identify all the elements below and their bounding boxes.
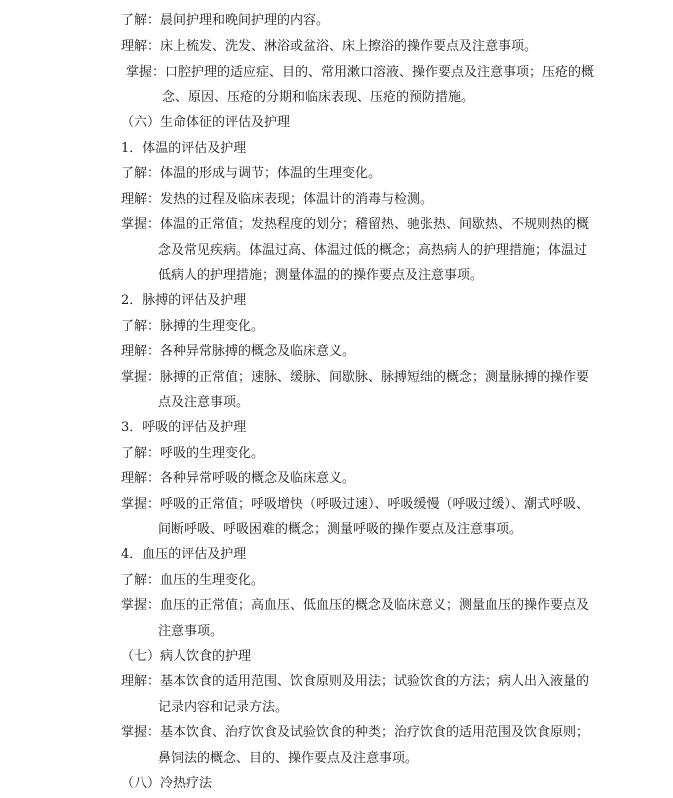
- subsection-heading: 3．呼吸的评估及护理: [121, 420, 247, 435]
- text-line: 理解：基本饮食的适用范围、饮食原则及用法；试验饮食的方法；病人出入液量的: [121, 674, 590, 689]
- text-line: 掌握：口腔护理的适应症、目的、常用漱口溶液、操作要点及注意事项；压疮的概: [126, 65, 595, 80]
- text-line: 念及常见疾病。体温过高、体温过低的概念；高热病人的护理措施；体温过: [158, 243, 588, 258]
- subsection-heading: 1．体温的评估及护理: [121, 141, 247, 156]
- text-line: 了解：血压的生理变化。: [121, 573, 265, 588]
- section-heading: （六）生命体征的评估及护理: [121, 115, 291, 130]
- subsection-heading: 4．血压的评估及护理: [121, 547, 247, 562]
- text-line: 点及注意事项。: [158, 395, 250, 410]
- text-line: 理解：各种异常脉搏的概念及临床意义。: [121, 344, 356, 359]
- text-line: 间断呼吸、呼吸困难的概念；测量呼吸的操作要点及注意事项。: [158, 522, 523, 537]
- text-line: 掌握：基本饮食、治疗饮食及试验饮食的种类；治疗饮食的适用范围及饮食原则；: [121, 725, 590, 740]
- subsection-heading: 2．脉搏的评估及护理: [121, 293, 247, 308]
- text-line: 念、原因、压疮的分期和临床表现、压疮的预防措施。: [162, 90, 475, 105]
- text-line: 了解：呼吸的生理变化。: [121, 446, 265, 461]
- text-line: 低病人的护理措施；测量体温的的操作要点及注意事项。: [158, 268, 484, 283]
- text-line: 掌握：脉搏的正常值；速脉、缓脉、间歇脉、脉搏短绌的概念；测量脉搏的操作要: [121, 370, 590, 385]
- text-line: 鼻饲法的概念、目的、操作要点及注意事项。: [158, 751, 419, 766]
- text-line: 了解：晨间护理和晚间护理的内容。: [121, 13, 330, 28]
- text-line: 理解：床上梳发、洗发、淋浴或盆浴、床上擦浴的操作要点及注意事项。: [121, 39, 538, 54]
- text-line: 了解：体温的形成与调节；体温的生理变化。: [121, 166, 382, 181]
- text-line: 掌握：呼吸的正常值；呼吸增快（呼吸过速）、呼吸缓慢（呼吸过缓）、潮式呼吸、: [121, 497, 590, 512]
- section-heading: （七）病人饮食的护理: [121, 649, 252, 664]
- text-line: 记录内容和记录方法。: [158, 700, 289, 715]
- section-heading: （八）冷热疗法: [121, 776, 213, 791]
- text-line: 掌握：血压的正常值；高血压、低血压的概念及临床意义；测量血压的操作要点及: [121, 598, 590, 613]
- text-line: 理解：发热的过程及临床表现；体温计的消毒与检测。: [121, 192, 434, 207]
- text-line: 掌握：体温的正常值；发热程度的划分；稽留热、驰张热、间歇热、不规则热的概: [121, 217, 590, 232]
- text-line: 了解：脉搏的生理变化。: [121, 319, 265, 334]
- text-line: 注意事项。: [158, 624, 224, 639]
- text-line: 理解：各种异常呼吸的概念及临床意义。: [121, 471, 356, 486]
